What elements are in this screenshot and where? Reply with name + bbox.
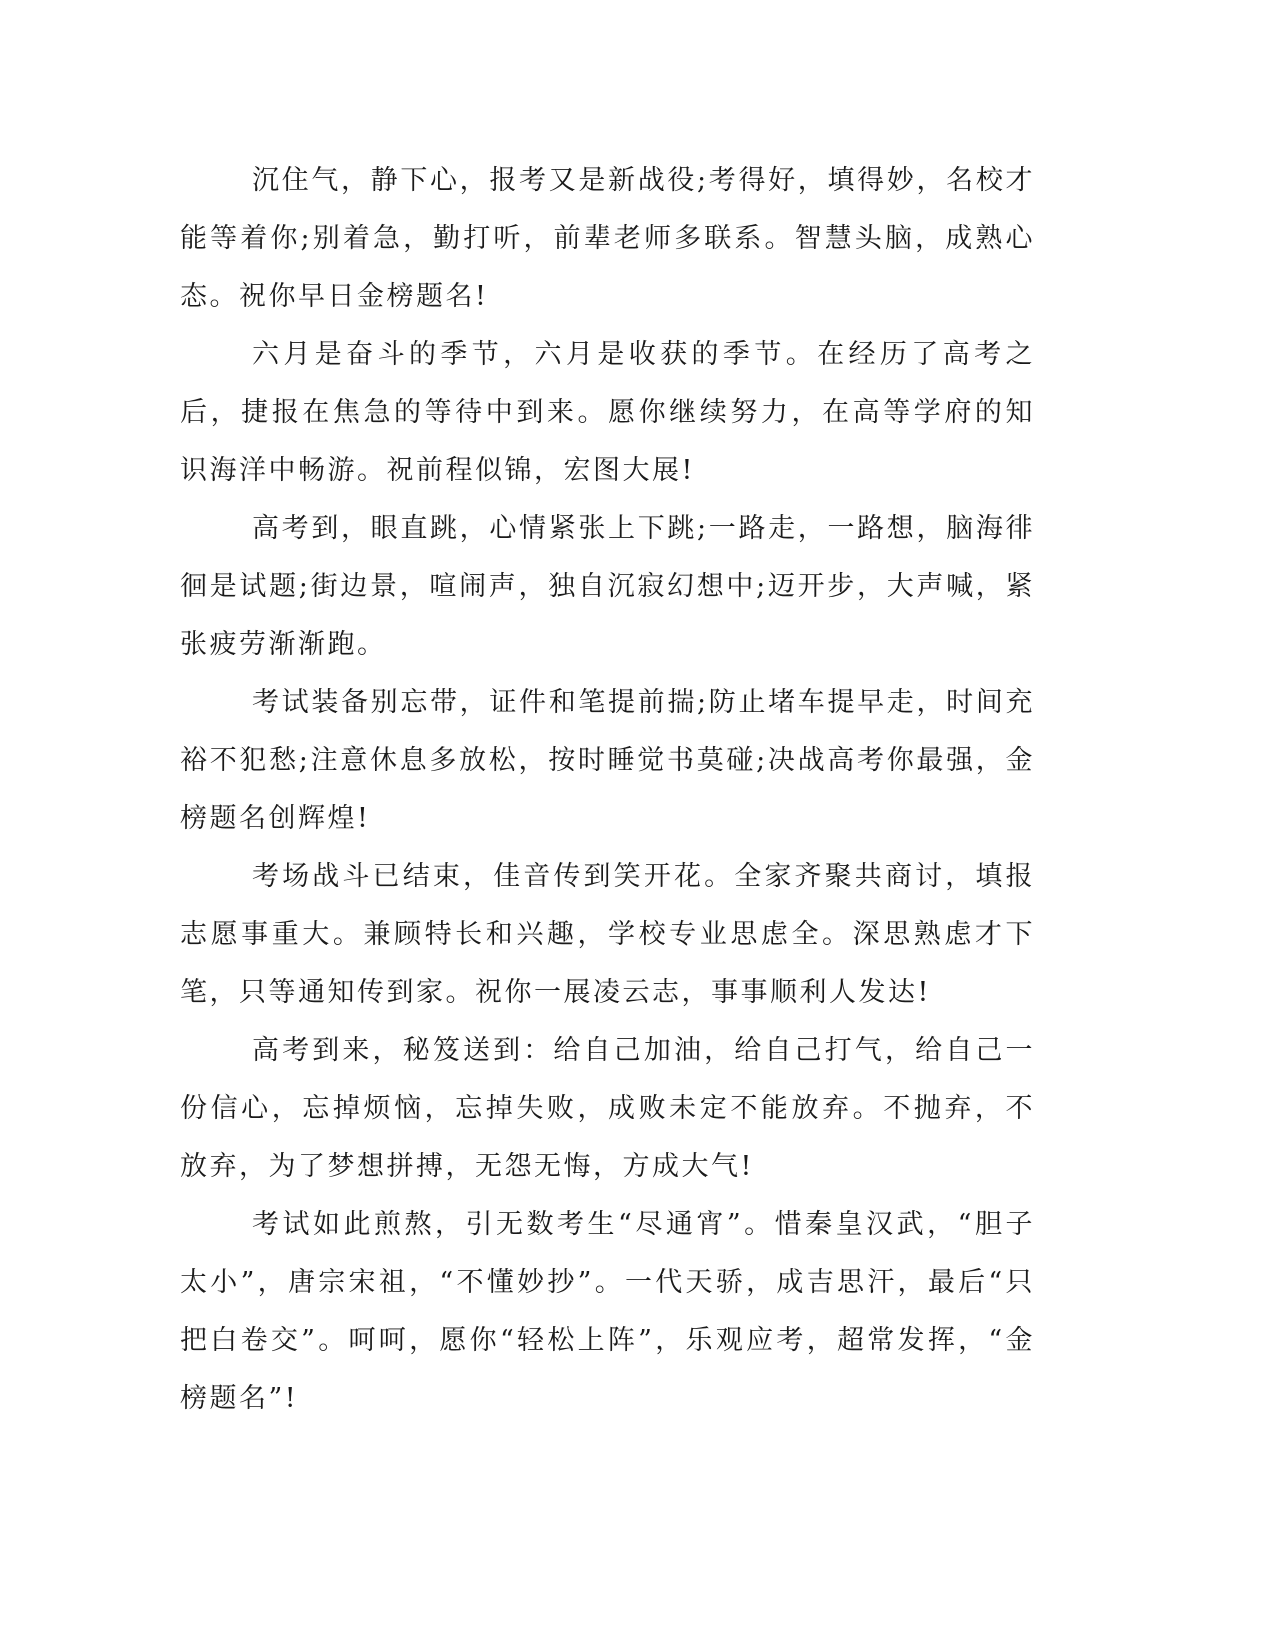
paragraph-3: 高考到，眼直跳，心情紧张上下跳;一路走，一路想，脑海徘徊是试题;街边景，喧闹声，独自沉寂幻想中;迈开步，大声喊，紧张疲劳渐渐跑。 [180, 513, 1035, 660]
document-body [180, 152, 1035, 1428]
paragraph-5: 考场战斗已结束，佳音传到笑开花。全家齐聚共商讨，填报志愿事重大。兼顾特长和兴趣，学校专业思虑全。深思熟虑才下笔，只等通知传到家。祝你一展凌云志，事事顺利人发达! [180, 861, 1035, 1008]
paragraph-7: 考试如此煎熬，引无数考生“尽通宵”。惜秦皇汉武，“胆子太小”，唐宗宋祖，“不懂妙抄”。一代天骄，成吉思汗，最后“只把白卷交”。呵呵，愿你“轻松上阵”，乐观应考，超常发挥，“金榜题名”! [180, 1209, 1035, 1414]
paragraph-1: 沉住气，静下心，报考又是新战役;考得好，填得妙，名校才能等着你;别着急，勤打听，前辈老师多联系。智慧头脑，成熟心态。祝你早日金榜题名! [180, 165, 1035, 312]
paragraph-2: 六月是奋斗的季节，六月是收获的季节。在经历了高考之后，捷报在焦急的等待中到来。愿你继续努力，在高等学府的知识海洋中畅游。祝前程似锦，宏图大展! [180, 339, 1035, 486]
paragraph-4: 考试装备别忘带，证件和笔提前揣;防止堵车提早走，时间充裕不犯愁;注意休息多放松，按时睡觉书莫碰;决战高考你最强，金榜题名创辉煌! [180, 687, 1035, 834]
paragraph-6: 高考到来，秘笈送到：给自己加油，给自己打气，给自己一份信心，忘掉烦恼，忘掉失败，成败未定不能放弃。不抛弃，不放弃，为了梦想拼搏，无怨无悔，方成大气! [180, 1035, 1035, 1182]
